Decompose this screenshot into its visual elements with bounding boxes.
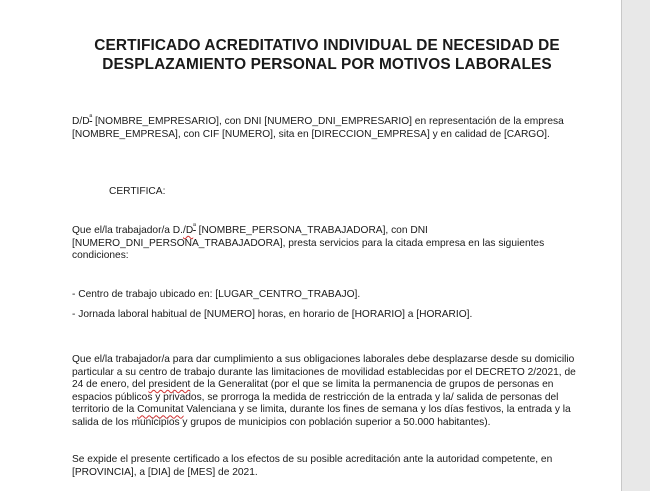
paragraph-worker xyxy=(72,225,582,263)
paragraph-decree xyxy=(72,354,582,430)
worker-prefix: Que el/la trabajador/a D. xyxy=(72,225,183,236)
decree-text-b: de la Generalitat (por el que se limita la permanencia de grupos de personas en espacios públicos y privados, se prorroga la medida de restricción de la entrada y la/ salida de personas del territorio de la xyxy=(72,379,559,416)
worker-slash: /D xyxy=(183,225,194,236)
employer-superscript: ª xyxy=(89,114,93,122)
certifica-heading: CERTIFICA: xyxy=(109,186,166,197)
title-line-2: DESPLAZAMIENTO PERSONAL POR MOTIVOS LABORALES xyxy=(102,56,552,73)
decree-president: president xyxy=(148,379,191,391)
paragraph-employer xyxy=(72,116,582,141)
document-body xyxy=(72,36,582,478)
decree-text-a: Que el/la trabajador/a para dar cumplimiento a sus obligaciones laborales debe desplazarse desde su domicilio particular a su centro de trabajo durante las limitaciones de movilidad establecidas por el DECRETO 2/2021, de 24 de enero, del xyxy=(72,354,576,391)
employer-prefix: D/D xyxy=(72,116,90,127)
decree-text-c: Valenciana y se limita, durante los fines de semana y los días festivos, la entrada y la salida de los municipios y grupos de municipios con población superior a 50.000 habitantes). xyxy=(72,404,571,428)
condition-item-workplace: - Centro de trabajo ubicado en: [LUGAR_CENTRO_TRABAJO]. xyxy=(72,289,361,300)
document-title xyxy=(72,36,582,74)
window-side-strip xyxy=(622,0,650,491)
title-line-1: CERTIFICADO ACREDITATIVO INDIVIDUAL DE NECESIDAD DE xyxy=(94,37,560,54)
decree-comunitat: Comunitat xyxy=(137,404,184,416)
employer-text: [NOMBRE_EMPRESARIO], con DNI [NUMERO_DNI_EMPRESARIO] en representación de la empresa [NOMBRE_EMPRESA], con CIF [NUMERO], sita en [DIRECCION_EMPRESA] y en calidad de [CARGO]. xyxy=(72,116,564,140)
worker-text: [NOMBRE_PERSONA_TRABAJADORA], con DNI [NUMERO_DNI_PERSONA_TRABAJADORA], presta servicios para la citada empresa en las siguientes condiciones: xyxy=(72,225,545,262)
condition-item-schedule: - Jornada laboral habitual de [NUMERO] horas, en horario de [HORARIO] a [HORARIO]. xyxy=(72,309,473,320)
paragraph-issued: Se expide el presente certificado a los efectos de su posible acreditación ante la autoridad competente, en [PROVINCIA], a [DIA] de [MES] de 2021. xyxy=(72,454,553,478)
worker-superscript: ª xyxy=(193,223,196,231)
